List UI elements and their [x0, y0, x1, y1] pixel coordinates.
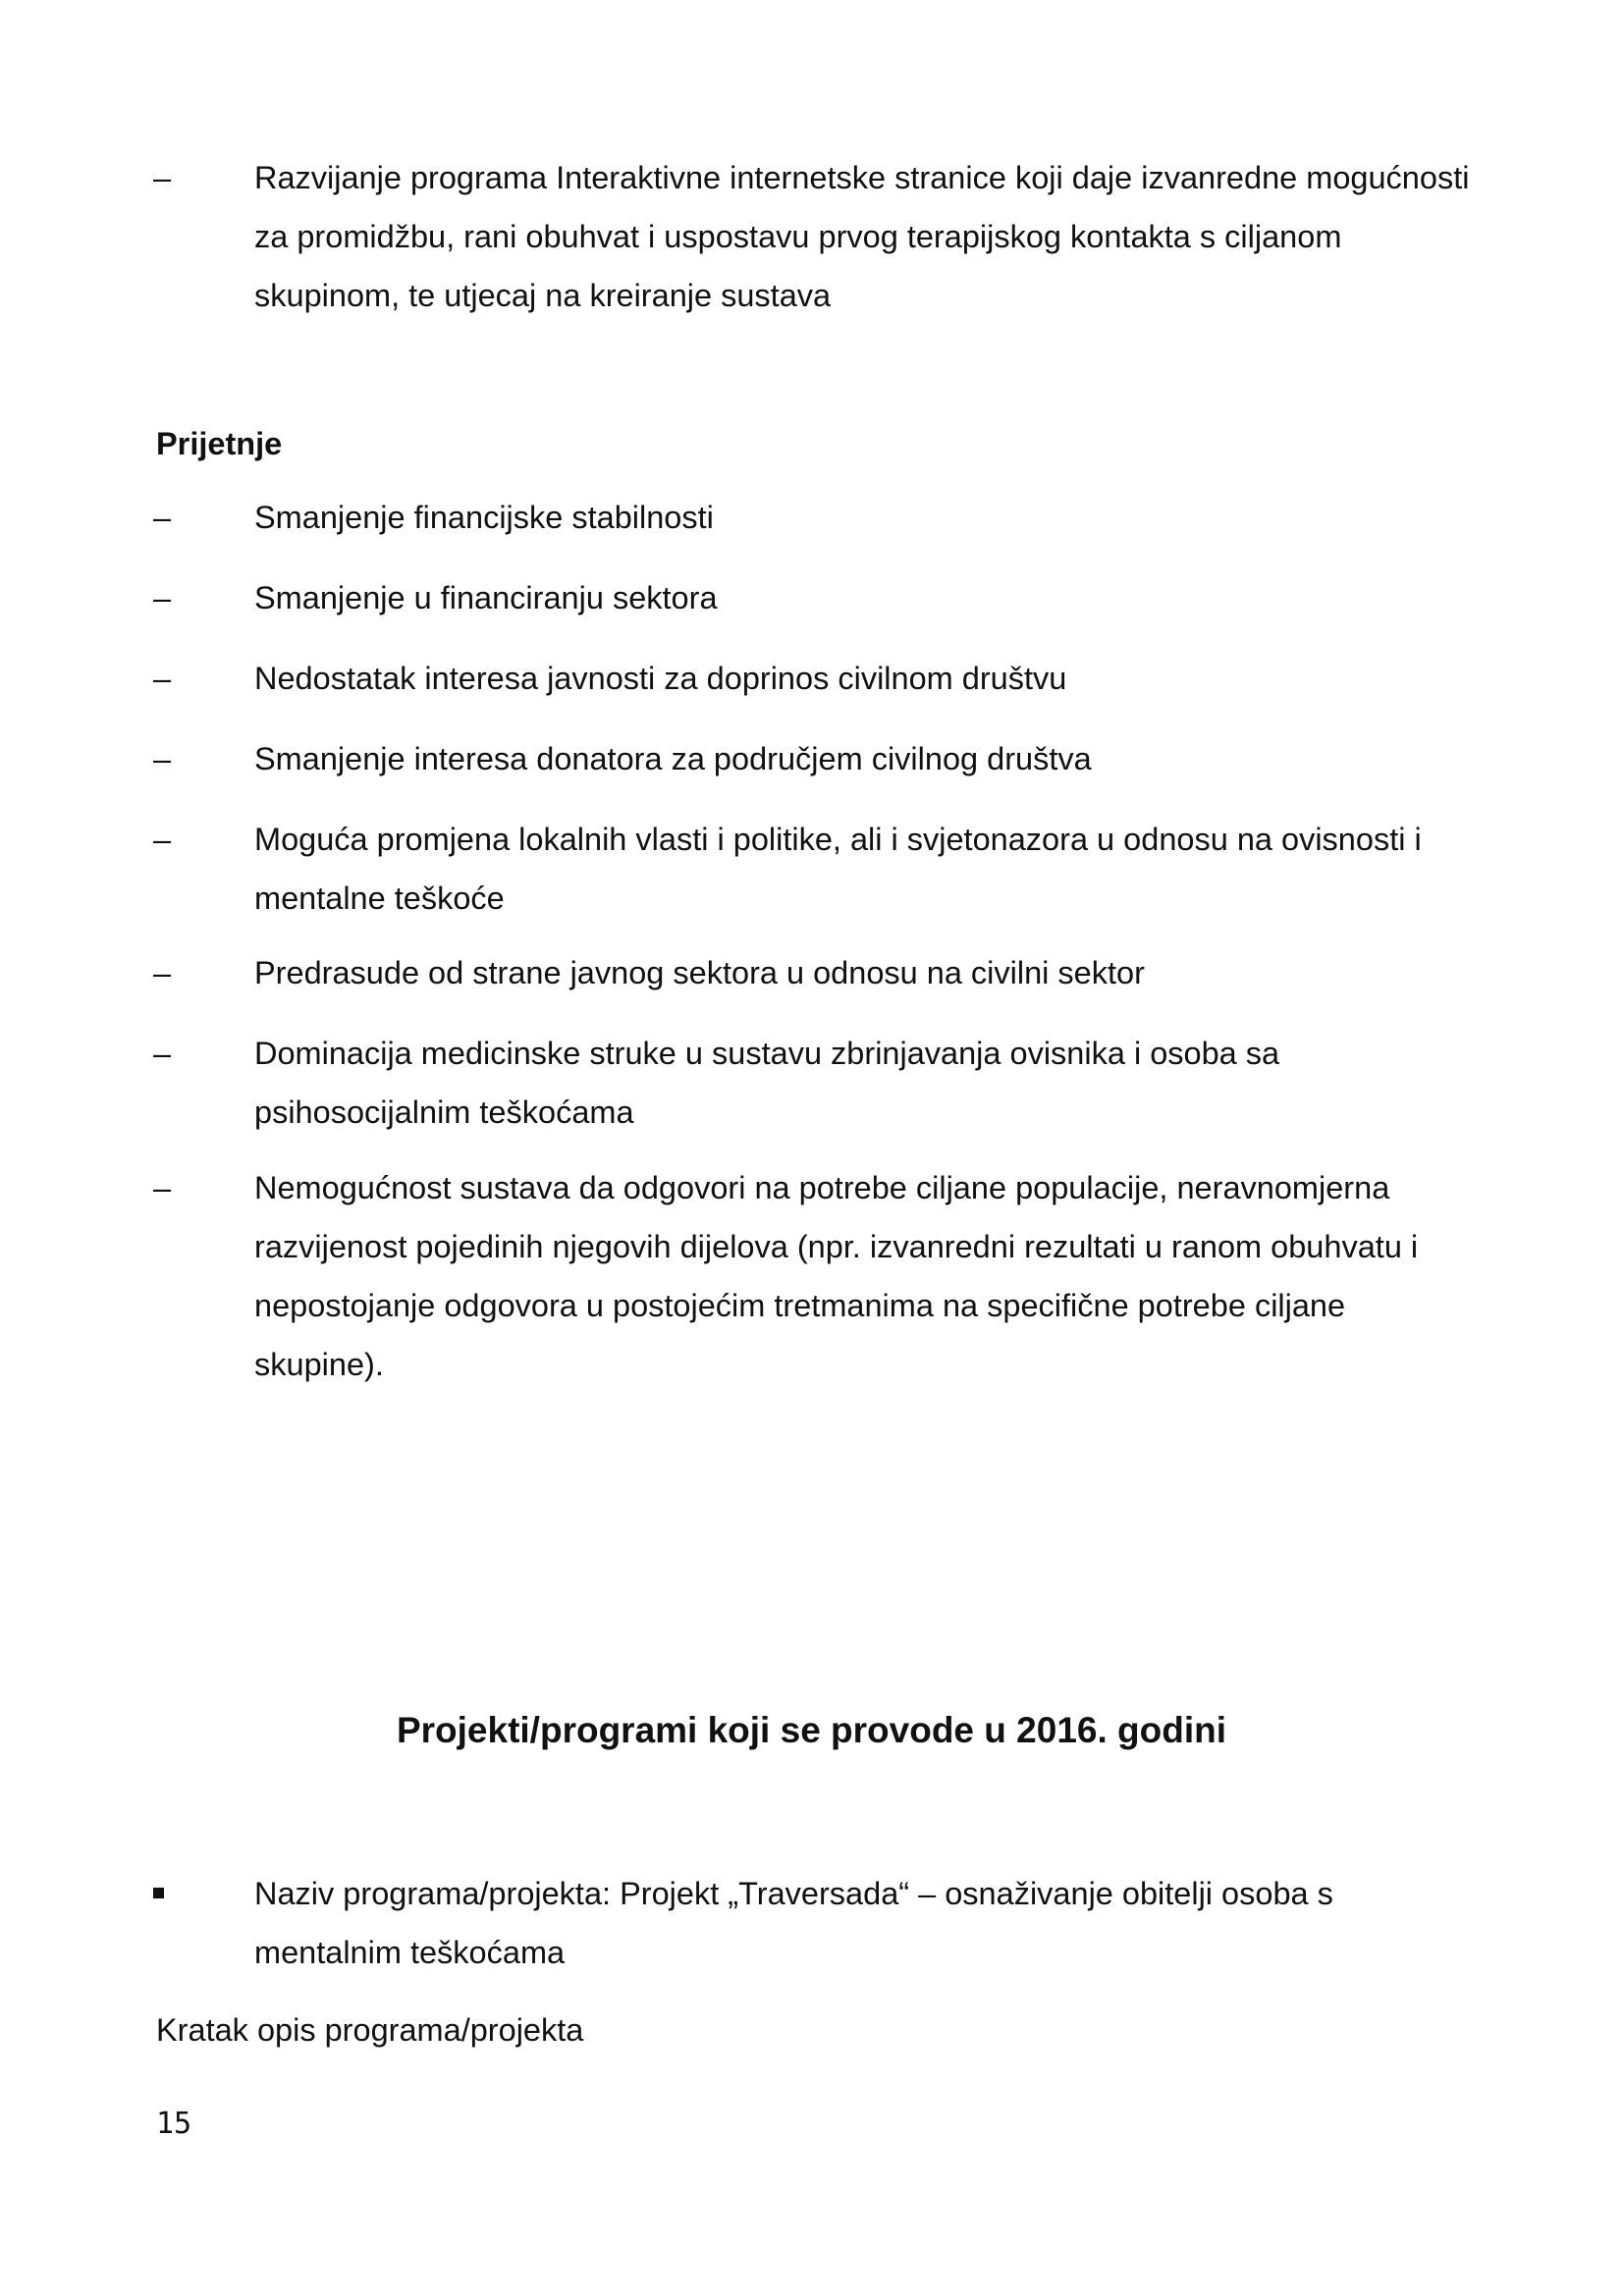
threat-text: Smanjenje u financiranju sektora [254, 580, 718, 615]
page-number: 15 [156, 2107, 192, 2141]
threat-item [153, 488, 1483, 547]
threat-text: Moguća promjena lokalnih vlasti i politike, ali i svjetonazora u odnosu na ovisnosti i mentalne teškoće [254, 822, 1422, 916]
project-description-label: Kratak opis programa/projekta [156, 2012, 584, 2048]
list-item-internet-program [153, 148, 1483, 325]
dash-bullet: – [153, 1036, 172, 1071]
threats-heading: Prijetnje [156, 426, 283, 461]
threat-text: Smanjenje interesa donatora za područjem civilnog društva [254, 741, 1092, 776]
dash-bullet: – [153, 741, 172, 776]
dash-bullet: – [153, 661, 172, 696]
list-item-text: Razvijanje programa Interaktivne internetske stranice koji daje izvanredne mogućnosti za promidžbu, rani obuhvat i uspostavu prvog terapijskog kontakta s ciljanom skupinom, te utjecaj na kreiranje sustava [254, 160, 1470, 313]
dash-bullet: – [153, 1170, 172, 1205]
dash-bullet: – [153, 822, 172, 857]
threat-item [153, 810, 1483, 928]
dash-bullet: – [153, 160, 172, 195]
threat-item [153, 649, 1483, 708]
threat-text: Predrasude od strane javnog sektora u odnosu na civilni sektor [254, 955, 1145, 990]
dash-bullet: – [153, 500, 172, 535]
projects-section-title: Projekti/programi koji se provode u 2016. godini [396, 1710, 1227, 1750]
threat-text: Nedostatak interesa javnosti za doprinos civilnom društvu [254, 661, 1067, 696]
threat-item [153, 1158, 1483, 1394]
threat-text: Dominacija medicinske struke u sustavu zbrinjavanja ovisnika i osoba sa psihosocijalnim teškoćama [254, 1036, 1280, 1130]
threat-text: Nemogućnost sustava da odgovori na potrebe ciljane populacije, neravnomjerna razvijenost pojedinih njegovih dijelova (npr. izvanredni rezultati u ranom obuhvatu i nepostojanje odgovora u postojećim tretmanima na specifične potrebe ciljane skupine). [254, 1170, 1419, 1382]
project-item [206, 1864, 1483, 1982]
dash-bullet: – [153, 955, 172, 990]
threat-item [153, 1024, 1483, 1142]
dash-bullet: – [153, 580, 172, 615]
project-name-text: Naziv programa/projekta: Projekt „Traversada“ – osnaživanje obitelji osoba s mentalnim teškoćama [254, 1876, 1333, 1970]
threat-item [153, 568, 1483, 627]
square-bullet-icon [153, 1864, 164, 1923]
threat-item [153, 729, 1483, 788]
threat-item [153, 943, 1483, 1002]
threat-text: Smanjenje financijske stabilnosti [254, 500, 714, 535]
